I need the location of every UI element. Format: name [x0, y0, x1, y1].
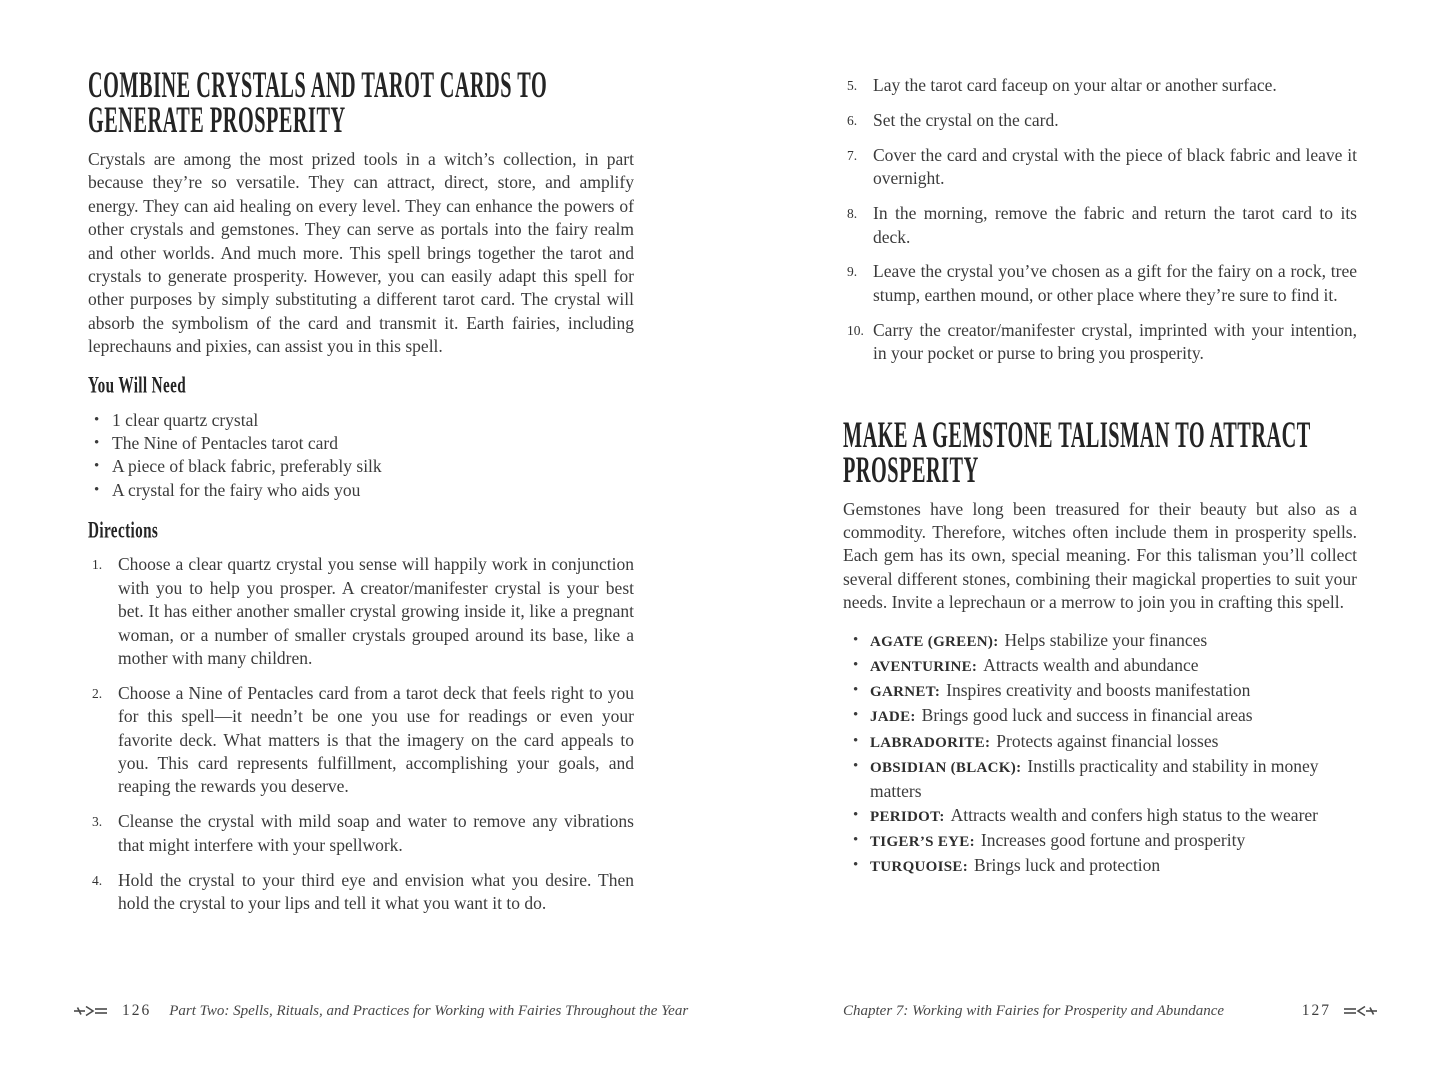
step-number: 5. — [847, 78, 858, 93]
bullet-icon: • — [853, 682, 859, 699]
directions-heading: Directions — [88, 518, 159, 544]
talisman-title — [843, 414, 1357, 494]
footer-part-title: Part Two: Spells, Rituals, and Practices for Working with Fairies Throughout the Year — [169, 1002, 689, 1019]
footer-chapter-title: Chapter 7: Working with Fairies for Prosperity and Abundance — [843, 1002, 1225, 1019]
right-page-footer — [843, 1002, 1377, 1020]
spell-title-line1: COMBINE CRYSTALS AND TAROT CARDS TO — [88, 64, 548, 105]
step-text: Cleanse the crystal with mild soap and water to remove any vibrations that might interfere with your spellwork. — [118, 811, 634, 855]
bullet-icon: • — [94, 458, 100, 475]
direction-step — [88, 810, 634, 857]
gem-item — [843, 755, 1357, 804]
step-number: 8. — [847, 206, 858, 222]
gem-name: AGATE (GREEN): — [870, 633, 999, 650]
bullet-icon: • — [853, 707, 859, 724]
list-item — [88, 409, 634, 432]
step-number: 7. — [847, 147, 858, 163]
left-page-footer — [74, 1002, 689, 1020]
gem-list — [843, 629, 1357, 880]
step-text: Cover the card and crystal with the piece of black fabric and leave it overnight. — [873, 144, 1357, 189]
gem-desc: Helps stabilize your finances — [1004, 629, 1208, 650]
gem-desc: Increases good fortune and prosperity — [980, 829, 1246, 850]
gem-desc: Attracts wealth and abundance — [983, 654, 1199, 675]
right-page — [843, 64, 1357, 880]
gem-item — [843, 829, 1357, 854]
left-page — [88, 64, 634, 927]
bullet-icon: • — [94, 411, 100, 428]
spell-title — [88, 64, 634, 144]
step-text: In the morning, remove the fabric and return the tarot card to its deck. — [873, 203, 1357, 247]
gem-desc: Attracts wealth and confers high status to the wearer — [950, 804, 1318, 825]
direction-step — [843, 74, 1357, 97]
bullet-icon: • — [853, 758, 859, 775]
arrow-right-ornament-icon — [74, 1004, 108, 1018]
directions-list — [88, 553, 634, 915]
step-text: Lay the tarot card faceup on your altar or another surface. — [873, 75, 1277, 95]
gem-name: AVENTURINE: — [870, 658, 978, 675]
bullet-icon: • — [853, 806, 859, 823]
step-number: 10. — [847, 322, 864, 338]
gem-text — [870, 755, 1357, 804]
step-text: Carry the creator/manifester crystal, imprinted with your intention, in your pocket or purse to bring you prosperity. — [873, 319, 1357, 364]
direction-step — [88, 553, 634, 670]
gem-text — [870, 854, 1160, 879]
list-item-text: 1 clear quartz crystal — [112, 409, 259, 430]
direction-step — [843, 109, 1357, 132]
bullet-icon: • — [94, 481, 100, 498]
gem-item — [843, 730, 1357, 755]
bullet-icon: • — [853, 831, 859, 848]
directions-list-continued — [843, 74, 1357, 366]
gem-desc: Brings luck and protection — [974, 855, 1161, 876]
gem-item — [843, 629, 1357, 654]
step-number: 6. — [847, 112, 858, 128]
spell-intro-paragraph: Crystals are among the most prized tools in a witch’s collection, in part because they’re so versatile. They can attract, direct, store, and amplify energy. They can aid healing on every level. They can enhance the powers of other crystals and gemstones. They can serve as portals into the fairy realm and other worlds. And much more. This spell brings together the tarot and crystals to generate prosperity. However, you can easily adapt this spell for other purposes by simply substituting a different tarot card. The crystal will absorb the symbolism of the card and transmit it. Earth fairies, including leprechauns and pixies, can assist you in this spell. — [88, 149, 634, 357]
gem-name: TIGER’S EYE: — [870, 833, 975, 850]
bullet-icon: • — [853, 732, 859, 749]
gem-text — [870, 829, 1245, 854]
gem-name: JADE: — [870, 709, 916, 726]
step-text: Choose a Nine of Pentacles card from a tarot deck that feels right to you for this spell—it needn’t be one you use for readings or even your favorite deck. What matters is that the imagery on the card appeals to you. This card represents fulfillment, accomplishing your goals, and reaping the rewards you deserve. — [118, 682, 634, 797]
direction-step — [88, 682, 634, 799]
step-text: Leave the crystal you’ve chosen as a gift for the fairy on a rock, tree stump, earthen mound, or other place where they’re sure to find it. — [873, 261, 1357, 305]
step-number: 4. — [92, 872, 103, 888]
list-item-text: The Nine of Pentacles tarot card — [112, 433, 338, 454]
arrow-left-ornament-icon — [1343, 1004, 1377, 1018]
gem-item — [843, 704, 1357, 729]
gem-text — [870, 654, 1198, 679]
talisman-title-line2: PROSPERITY — [843, 449, 979, 490]
gem-name: TURQUOISE: — [870, 859, 969, 876]
step-text: Set the crystal on the card. — [873, 109, 1059, 130]
talisman-intro-paragraph: Gemstones have long been treasured for their beauty but also as a commodity. Therefore, witches often include them in prosperity spells. Each gem has its own, special meaning. For this talisman you’ll collect several different stones, combining their magickal properties to suit your needs. Invite a leprechaun or a merrow to join you in crafting this spell. — [843, 498, 1357, 613]
gem-item — [843, 654, 1357, 679]
step-number: 3. — [92, 814, 103, 830]
step-text: Choose a clear quartz crystal you sense will happily work in conjunction with you to help you prosper. A creator/manifester crystal is your best bet. It has either another smaller crystal growing inside it, like a pregnant woman, or a number of smaller crystals grouped around its base, like a mother with many children. — [118, 554, 634, 668]
bullet-icon: • — [853, 656, 859, 673]
direction-step — [843, 319, 1357, 366]
you-will-need-heading: You Will Need — [88, 373, 187, 398]
gem-desc: Inspires creativity and boosts manifestation — [946, 680, 1251, 701]
page-number: 127 — [1301, 1002, 1331, 1019]
gem-item — [843, 804, 1357, 829]
list-item-text: A crystal for the fairy who aids you — [112, 479, 361, 500]
direction-step — [843, 202, 1357, 249]
gem-text — [870, 730, 1218, 755]
gem-text — [870, 804, 1318, 829]
gem-name: OBSIDIAN (BLACK): — [870, 760, 1022, 777]
you-will-need-list — [88, 409, 634, 503]
bullet-icon: • — [94, 435, 100, 452]
gem-text — [870, 629, 1207, 654]
bullet-icon: • — [853, 631, 859, 648]
gem-desc: Brings good luck and success in financial areas — [921, 705, 1253, 726]
list-item — [88, 432, 634, 455]
step-number: 9. — [847, 264, 858, 280]
gem-name: GARNET: — [870, 684, 941, 701]
list-item-text: A piece of black fabric, preferably silk — [112, 456, 382, 477]
direction-step — [88, 869, 634, 916]
step-number: 2. — [92, 685, 103, 701]
step-text: Hold the crystal to your third eye and envision what you desire. Then hold the crystal to your lips and tell it what you want it to do. — [118, 869, 634, 914]
bullet-icon: • — [853, 857, 859, 874]
direction-step — [843, 144, 1357, 191]
gem-text — [870, 704, 1253, 729]
list-item — [88, 455, 634, 478]
gem-name: PERIDOT: — [870, 808, 945, 825]
gem-item — [843, 679, 1357, 704]
talisman-title-line1: MAKE A GEMSTONE TALISMAN TO ATTRACT — [843, 414, 1311, 455]
gem-desc: Protects against financial losses — [996, 730, 1219, 751]
spell-title-line2: GENERATE PROSPERITY — [88, 100, 346, 140]
direction-step — [843, 260, 1357, 307]
page-number: 126 — [122, 1002, 152, 1019]
list-item — [88, 479, 634, 502]
step-number: 1. — [92, 557, 103, 573]
gem-name: LABRADORITE: — [870, 734, 991, 751]
gem-desc: Instills practicality and stability in money matters — [870, 756, 1319, 802]
gem-text — [870, 679, 1250, 704]
gem-item — [843, 854, 1357, 879]
